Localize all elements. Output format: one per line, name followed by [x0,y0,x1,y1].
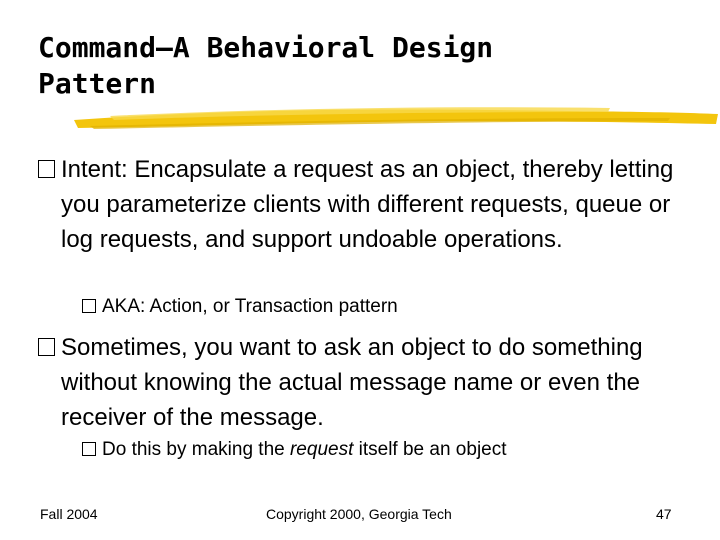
bullet-box-icon [82,299,96,313]
slide-title-line2: Pattern [38,67,157,100]
bullet-request-text-before: Do this by making the [102,439,290,460]
bullet-request-emphasis: request [289,439,354,460]
footer-page-number: 47 [656,506,672,522]
bullet-intent [38,152,678,257]
bullet-box-icon [82,442,96,456]
slide-title [38,30,678,102]
title-underline-brushstroke [70,100,720,136]
bullet-aka [82,294,682,320]
slide-title-line1: Command—A Behavioral Design [38,31,494,64]
bullet-sometimes [38,330,678,435]
bullet-request-text-after: itself be an object [353,439,507,460]
bullet-sometimes-text: Sometimes, you want to ask an object to do something without knowing the actual message name or even the receiver of the message. [61,334,643,431]
bullet-request-text [102,437,507,463]
footer-copyright: Copyright 2000, Georgia Tech [266,506,452,522]
bullet-box-icon [38,160,55,178]
footer-date: Fall 2004 [40,506,98,522]
bullet-box-icon [38,338,55,356]
bullet-request [82,437,682,463]
bullet-intent-text: Intent: Encapsulate a request as an object, thereby letting you parameterize clients with different requests, queue or log requests, and support undoable operations. [61,156,674,253]
bullet-aka-text: AKA: Action, or Transaction pattern [102,296,398,317]
